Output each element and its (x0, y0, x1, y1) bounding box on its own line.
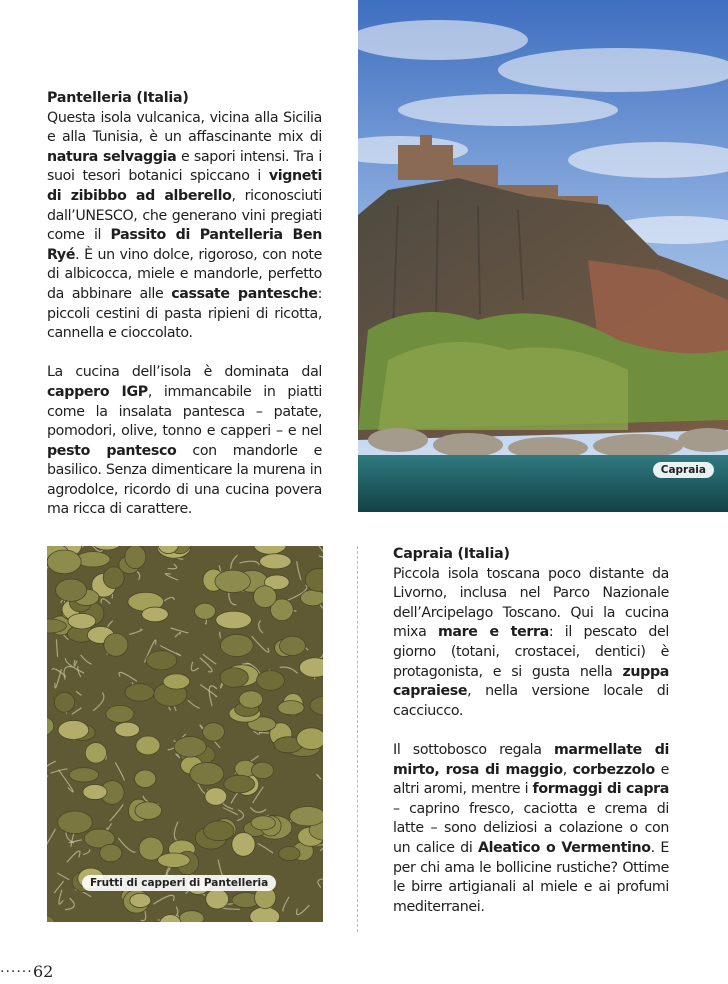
capraia-paragraph-2: Il sottobosco regala marmellate di mirto, rosa di maggio, corbezzolo e altri aromi, mentre i formaggi di capra – caprino fresco, caciotta e crema di latte – sono deliziosi a colazione o con un calice di Aleatico o Vermentino. E per chi ama le bollicine rustiche? Ottime le birre artigianali al miele e ai profumi mediterranei. (393, 741, 670, 915)
capraia-caption: Capraia (653, 462, 714, 478)
column-divider (357, 546, 358, 932)
capers-photo (47, 546, 323, 922)
pantelleria-paragraph-2: La cucina dell’isola è dominata dal cappero IGP, immancabile in piatti come la insalata pantesca – patate, pomodori, olive, tonno e capperi – e nel pesto pantesco con mandorle e basilico. Senza dimenticare la murena in agrodolce, ricordo di una cucina povera ma ricca di carattere. (47, 364, 323, 518)
page-number: 62 (33, 962, 54, 981)
pantelleria-title: Pantelleria (Italia) (47, 90, 189, 106)
capraia-paragraph-1: Piccola isola toscana poco distante da Livorno, inclusa nel Parco Nazionale dell’Arcipelago Toscano. Qui la cucina mixa mare e terra: il pescato del giorno (totani, crostacei, dentici) è protagonista, e si gusta nella zuppa capraiese, nella versione locale di cacciucco. (393, 565, 669, 719)
pantelleria-article (47, 89, 322, 520)
pantelleria-paragraph-1: Questa isola vulcanica, vicina alla Sicilia e alla Tunisia, è un affascinante mix di natura selvaggia e sapori intensi. Tra i suoi tesori botanici spiccano i vigneti di zibibbo ad alberello, riconosciuti dall’UNESCO, che generano vini pregiati come il Passito di Pantelleria Ben Ryé. È un vino dolce, rigoroso, con note di albicocca, miele e mandorle, perfetto da abbinare alle cassate pantesche: piccoli cestini di pasta ripieni di ricotta, cannella e cioccolato. (47, 109, 323, 342)
capraia-title: Capraia (Italia) (393, 546, 510, 562)
capraia-photo (358, 0, 728, 512)
footer-dots: ...... (0, 960, 33, 976)
capraia-article (393, 545, 669, 917)
capers-caption: Frutti di capperi di Pantelleria (82, 875, 276, 891)
